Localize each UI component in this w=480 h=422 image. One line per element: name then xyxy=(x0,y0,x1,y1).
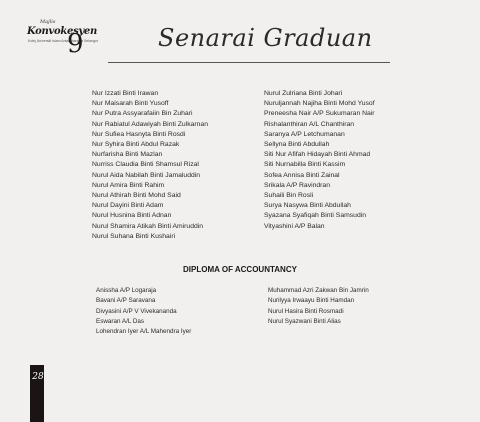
name-entry: Nurfarisha Binti Mazlan xyxy=(92,151,163,159)
name-entry: Nurul Zulriana Binti Johari xyxy=(264,90,343,97)
name-entry: Nurul Dayini Binti Adam xyxy=(92,202,164,210)
name-entry: Nurul Hasira Binti Rosmadi xyxy=(268,307,344,315)
name-entry: Nur Syhira Binti Abdul Razak xyxy=(92,141,180,149)
logo-word: Konvokesyen xyxy=(27,26,97,37)
name-entry: Nur Putra Assyarafaiin Bin Zuhari xyxy=(92,110,193,118)
convocation-logo xyxy=(26,17,98,62)
graduates-right-column xyxy=(264,89,375,232)
name-entry: Nurul Shamira Atikah Binti Amiruddin xyxy=(92,222,204,230)
name-entry: Muhammad Azri Zakwan Bin Jamrin xyxy=(268,287,369,294)
name-entry: Divyasini A/P V Vivekananda xyxy=(96,307,177,315)
graduates-left-column xyxy=(92,89,208,242)
name-entry: Nurilyya Irwaayu Binti Hamdan xyxy=(268,297,355,305)
name-entry: Bavani A/P Saravana xyxy=(96,297,156,305)
name-entry: Siti Nurnabilla Binti Kassim xyxy=(264,161,346,169)
page-title: Senarai Graduan xyxy=(158,24,373,52)
name-entry: Lohendran Iyer A/L Mahendra Iyer xyxy=(96,328,192,336)
name-entry: Sofea Annisa Binti Zainal xyxy=(264,171,340,179)
name-entry: Surya Nasywa Binti Abdullah xyxy=(264,202,351,210)
name-entry: Saranya A/P Letchumanan xyxy=(264,130,345,138)
name-entry: Nurul Syazwani Binti Alias xyxy=(268,317,341,325)
title-divider xyxy=(108,62,390,63)
name-entry: Nur Sufiea Hasnyta Binti Rosdi xyxy=(92,130,186,138)
name-entry: Sellyna Binti Abdullah xyxy=(264,141,330,149)
page-number: 28 xyxy=(32,372,44,382)
name-entry: Nurriss Claudia Binti Shamsul Rizal xyxy=(92,161,199,169)
name-entry: Rishalanthiran A/L Chanthiran xyxy=(264,120,355,128)
diploma-right-column xyxy=(268,286,369,327)
name-entry: Nur Izzati Binti Irawan xyxy=(92,90,159,97)
name-entry: Syazana Syafiqah Binti Samsudin xyxy=(264,212,367,220)
logo-top-text: Majlis xyxy=(40,19,56,25)
diploma-heading: DIPLOMA OF ACCOUNTANCY xyxy=(183,265,297,274)
name-entry: Nurul Suhana Binti Kushairi xyxy=(92,232,176,240)
name-entry: Nur Maisarah Binti Yusoff xyxy=(92,100,169,108)
name-entry: Nuruljannah Najiha Binti Mohd Yusof xyxy=(264,100,375,108)
name-entry: Nurul Athirah Binti Mohd Said xyxy=(92,192,181,200)
name-entry: Nur Rabiatul Adawiyah Binti Zulkarnan xyxy=(92,120,208,128)
name-entry: Nurul Husnina Binti Adnan xyxy=(92,212,172,220)
name-entry: Vityashini A/P Balan xyxy=(264,222,325,230)
name-entry: Suhaili Bin Rosli xyxy=(264,192,314,200)
logo-number: 9 xyxy=(67,29,84,59)
name-entry: Anissha A/P Logaraja xyxy=(96,287,157,294)
diploma-left-column xyxy=(96,286,191,337)
logo-sub-text: Kolej Universiti Islam Antarabangsa Selangor xyxy=(28,39,99,43)
name-entry: Siti Nur Afifah Hidayah Binti Ahmad xyxy=(264,151,371,159)
name-entry: Nurul Aida Nabilah Binti Jamaluddin xyxy=(92,171,201,179)
name-entry: Nurul Amira Binti Rahim xyxy=(92,181,165,189)
name-entry: Eswaran A/L Das xyxy=(96,317,145,325)
name-entry: Srikala A/P Ravindran xyxy=(264,181,330,189)
name-entry: Preneesha Nair A/P Sukumaran Nair xyxy=(264,110,375,118)
